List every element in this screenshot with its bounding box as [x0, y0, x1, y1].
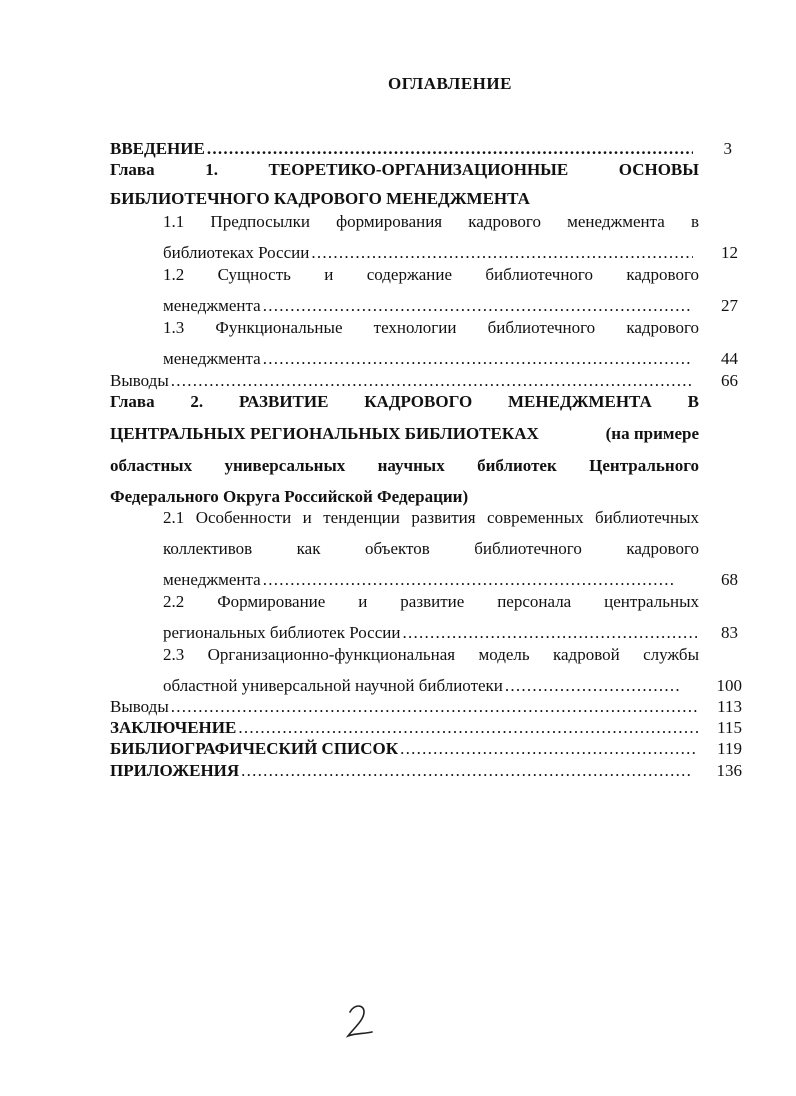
toc-entry-2-1-line1: 2.1 Особенности и тенденции развития современных библиотечных — [163, 508, 699, 527]
dot-leader — [263, 570, 673, 590]
dot-leader — [241, 761, 693, 781]
word: Глава — [110, 160, 155, 179]
toc-entry-appendices: ПРИЛОЖЕНИЯ . . . — [110, 761, 695, 781]
toc-page-number: 136 — [716, 761, 742, 780]
word: 1. — [205, 160, 218, 179]
word: КАДРОВОГО — [364, 392, 473, 411]
toc-page-number: 100 — [716, 676, 742, 695]
toc-entry-1-1-line1: 1.1 Предпосылки формирования кадрового менеджмента в — [163, 212, 699, 231]
toc-entry-ch2-conclusions: Выводы . . . — [110, 697, 700, 717]
toc-entry-2-2-line2: региональных библиотек России . . . — [163, 623, 699, 643]
dot-leader — [171, 697, 698, 717]
chapter-2-heading-line4: Федерального Округа Российской Федерации) — [110, 487, 469, 506]
dot-leader — [238, 718, 698, 738]
dot-leader — [171, 371, 693, 391]
toc-entry-intro — [110, 139, 695, 159]
dot-leader — [402, 623, 697, 643]
toc-entry-2-1-line2: коллективов как объектов библиотечного кадрового — [163, 539, 699, 558]
toc-entry-2-2-line1: 2.2 Формирование и развитие персонала центральных — [163, 592, 699, 611]
dot-leader — [400, 739, 698, 759]
chapter-2-heading-line2: ЦЕНТРАЛЬНЫХ РЕГИОНАЛЬНЫХ БИБЛИОТЕКАХ (на примере — [110, 424, 699, 443]
toc-entry-2-3-line2: областной универсальной научной библиотеки . . . — [163, 676, 683, 696]
toc-entry-bibliography: БИБЛИОГРАФИЧЕСКИЙ СПИСОК . . . — [110, 739, 700, 759]
chapter-1-heading-line1 — [110, 160, 699, 180]
toc-entry-2-1-line3: менеджмента . . . — [163, 570, 675, 590]
dot-leader — [263, 349, 693, 369]
dot-leader — [311, 243, 693, 263]
chapter-2-heading-line1 — [110, 392, 699, 412]
toc-entry-1-3-line1: 1.3 Функциональные технологии библиотечного кадрового — [163, 318, 699, 337]
word: 2. — [190, 392, 204, 411]
toc-page-number: 119 — [717, 739, 742, 758]
toc-entry-1-2-line1: 1.2 Сущность и содержание библиотечного кадрового — [163, 265, 699, 284]
toc-entry-label: ВВЕДЕНИЕ — [110, 139, 205, 158]
word: В — [687, 392, 699, 411]
page-title: ОГЛАВЛЕНИЕ — [388, 74, 512, 93]
word: ОСНОВЫ — [618, 160, 699, 179]
toc-page-number: 113 — [717, 697, 742, 716]
toc-page-number: 68 — [721, 570, 738, 589]
toc-page-number: 115 — [717, 718, 742, 737]
chapter-1-heading-line2: БИБЛИОТЕЧНОГО КАДРОВОГО МЕНЕДЖМЕНТА — [110, 189, 530, 208]
dot-leader — [263, 296, 693, 316]
word: ТЕОРЕТИКО-ОРГАНИЗАЦИОННЫЕ — [268, 160, 569, 179]
toc-page-number: 66 — [721, 371, 738, 390]
toc-page-number: 83 — [721, 623, 738, 642]
word: МЕНЕДЖМЕНТА — [508, 392, 652, 411]
chapter-2-heading-line3: областных универсальных научных библиотек Центрального — [110, 456, 699, 475]
dot-leader — [505, 676, 681, 696]
toc-page-number: 44 — [721, 349, 738, 368]
toc-page-number: 27 — [721, 296, 738, 315]
handwritten-page-number — [340, 1000, 380, 1040]
toc-page-number: 12 — [721, 243, 738, 262]
toc-entry-conclusion: ЗАКЛЮЧЕНИЕ . . . — [110, 718, 700, 738]
word: Глава — [110, 392, 155, 411]
toc-entry-1-3-line2: менеджмента . . . — [163, 349, 695, 369]
word: РАЗВИТИЕ — [238, 392, 329, 411]
toc-entry-1-2-line2: менеджмента . . . — [163, 296, 695, 316]
toc-page-number: 3 — [723, 139, 732, 158]
toc-entry-ch1-conclusions: Выводы . . . — [110, 371, 695, 391]
toc-entry-1-1-line2: библиотеках России . . . — [163, 243, 695, 263]
dot-leader — [207, 139, 693, 159]
toc-entry-2-3-line1: 2.3 Организационно-функциональная модель кадровой службы — [163, 645, 699, 664]
